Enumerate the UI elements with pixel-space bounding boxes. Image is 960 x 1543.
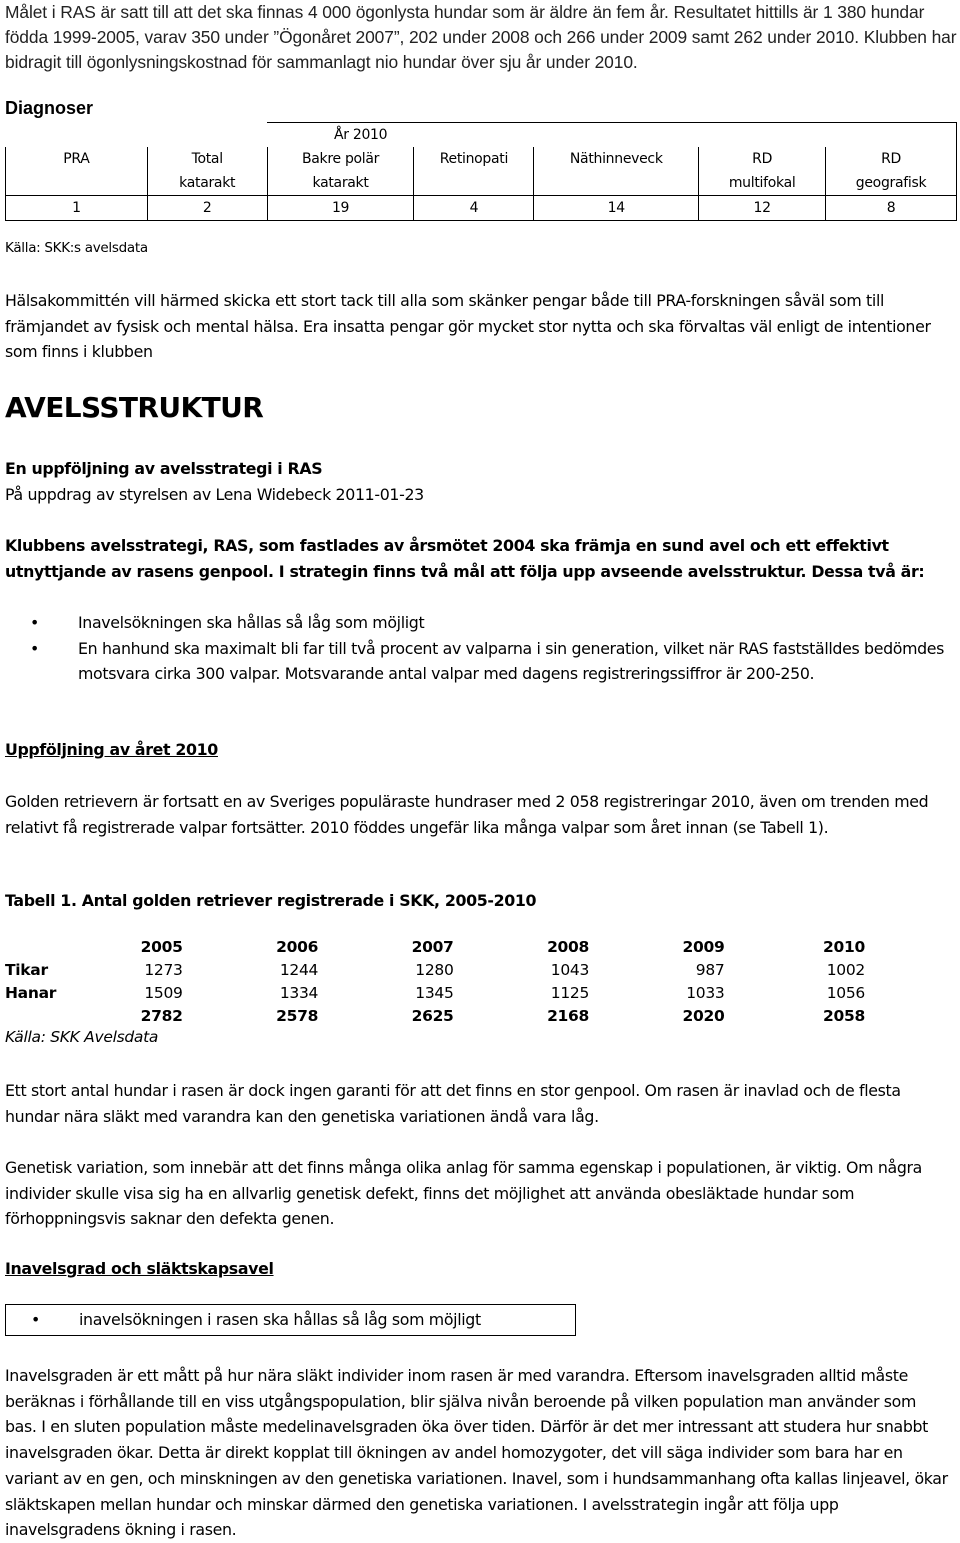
uppfoljning-heading: Uppföljning av året 2010 [5, 740, 218, 759]
col-header: PRA [6, 147, 148, 196]
inavel-heading: Inavelsgrad och släktskapsavel [5, 1259, 274, 1278]
table-cell: 2020 [682, 1006, 725, 1025]
table-cell: 1002 [826, 960, 865, 979]
table-row-total [5, 1004, 865, 1027]
table-cell: 1033 [686, 983, 725, 1002]
tabell1-table [5, 935, 865, 1027]
table-cell: 2058 [823, 1006, 865, 1025]
year-header: 2006 [276, 937, 319, 956]
diagnoser-heading: Diagnoser [5, 98, 94, 118]
avelsstruktur-byline: På uppdrag av styrelsen av Lena Widebeck 2011-01-23 [5, 485, 424, 504]
year-header: 2007 [411, 937, 454, 956]
table-cell: 2782 [140, 1006, 183, 1025]
variation-paragraph: Genetisk variation, som innebär att det finns många olika anlag för samma egenskap i populationen, är viktig. Om några individer skulle visa sig ha en allvarlig genetisk defekt, finns det möjlighet att använda obesläktade hundar som förhoppningsvis saknar den defekta genen. [5, 1158, 922, 1229]
intro-paragraph: Målet i RAS är satt till att det ska finnas 4 000 ögonlysta hundar som är äldre än fem år. Resultatet hittills är 1 380 hundar födda 1999-2005, varav 350 under ”Ögonåret 2007”, 202 under 2008 och 266 under 2009 samt 262 under 2010. Klubben har bidragit till ögonlysningskostnad för sammanlagt nio hundar över sju år under 2010. [5, 2, 957, 72]
value-cell: 12 [699, 196, 826, 221]
year-header: 2008 [547, 937, 590, 956]
table-cell: 1334 [279, 983, 319, 1002]
col-header: Retinopati [414, 147, 534, 196]
table-cell: 1273 [144, 960, 183, 979]
year-label: År 2010 [414, 123, 957, 148]
table-row [5, 981, 865, 1004]
avelsstruktur-subtitle: En uppföljning av avelsstrategi i RAS [5, 459, 323, 478]
year-header: 2009 [682, 937, 725, 956]
inavel-paragraph: Inavelsgraden är ett mått på hur nära släkt individer inom rasen är med varandra. Eftersom inavelsgraden alltid måste beräknas i förhållande till en viss utgångspopulation, blir själva nivån beroende på vilken population man använder som bas. I en sluten population måste medelinavelsgraden öka över tiden. Därför är det mer intressant att studera hur snabbt inavelsgraden ökar. Detta är direkt kopplat till ökningen av andel homozygoter, det vill säga individer som bara har en variant av en gen, och minskningen av den genetiska variationen. Inavel, som i hundsammanhang ofta kallas linjeavel, ökar släktskapen mellan hundar och minskar därmed den genetiska variationen. I avelsstrategin ingår att följa upp inavelsgradens ökning i rasen. [5, 1366, 948, 1540]
table-cell: 1509 [144, 983, 183, 1002]
table-cell: 1280 [415, 960, 454, 979]
table-cell: 2625 [411, 1006, 454, 1025]
row-label: Tikar [5, 960, 48, 979]
value-cell: 1 [6, 196, 148, 221]
genpool-paragraph: Ett stort antal hundar i rasen är dock ingen garanti för att det finns en stor genpool. Om rasen är inavlad och de flesta hundar nära släkt med varandra kan den genetiska variationen ändå vara låg. [5, 1081, 901, 1126]
uppfoljning-paragraph: Golden retrievern är fortsatt en av Sveriges populäraste hundraser med 2 058 registreringar 2010, även om trenden med relativt få registrerade valpar fortsätter. 2010 föddes ungefär lika många valpar som året innan (se Tabell 1). [5, 792, 929, 837]
list-item: • En hanhund ska maximalt bli far till två procent av valparna i sin generation, vilket när RAS fastställdes bedömdes motsvara cirka 300 valpar. Motsvarande antal valpar med dagens registreringssiffror är 200-250. [5, 636, 955, 687]
col-header: RD multifokal [699, 147, 826, 196]
value-cell: 2 [147, 196, 267, 221]
table-cell: 2168 [547, 1006, 590, 1025]
table-row [5, 958, 865, 981]
tabell1-caption: Tabell 1. Antal golden retriever registrerade i SKK, 2005-2010 [5, 891, 537, 910]
col-header: Bakre polär katarakt [267, 147, 414, 196]
value-cell: 8 [826, 196, 957, 221]
avelsstrategi-intro: Klubbens avelsstrategi, RAS, som fastlades av årsmötet 2004 ska främja en sund avel och ett effektivt utnyttjande av rasens genpool. I strategin finns två mål att följa upp avseende avelsstruktur. Dessa två är: [5, 536, 925, 581]
table-cell: 1345 [415, 983, 454, 1002]
table-cell: 1244 [279, 960, 319, 979]
diagnoser-table [5, 122, 957, 221]
diagnoser-source: Källa: SKK:s avelsdata [5, 240, 148, 256]
year-header: 2005 [140, 937, 183, 956]
table-cell: 2578 [276, 1006, 319, 1025]
col-header: Total katarakt [147, 147, 267, 196]
row-label: Hanar [5, 983, 57, 1002]
inavel-goal-box [5, 1304, 576, 1336]
table-cell: 1056 [826, 983, 865, 1002]
col-header: RD geografisk [826, 147, 957, 196]
goals-list [5, 610, 955, 687]
value-cell: 4 [414, 196, 534, 221]
table-cell: 1043 [550, 960, 590, 979]
list-item: • inavelsökningen i rasen ska hållas så låg som möjligt [6, 1305, 575, 1335]
thanks-paragraph: Hälsakommittén vill härmed skicka ett stort tack till alla som skänker pengar både till PRA-forskningen såväl som till främjandet av fysisk och mental hälsa. Era insatta pengar gör mycket stor nytta och ska förvaltas väl enligt de intentioner som finns i klubben [5, 291, 931, 362]
avelsstruktur-title: AVELSSTRUKTUR [5, 391, 264, 424]
value-cell: 14 [534, 196, 699, 221]
year-header: 2010 [823, 937, 865, 956]
col-header: Näthinneveck [534, 147, 699, 196]
value-cell: 19 [267, 196, 414, 221]
list-item: • Inavelsökningen ska hållas så låg som möjligt [5, 610, 955, 636]
table-cell: 1125 [550, 983, 590, 1002]
table-cell: 987 [695, 960, 725, 979]
tabell1-source: Källa: SKK Avelsdata [5, 1028, 159, 1046]
